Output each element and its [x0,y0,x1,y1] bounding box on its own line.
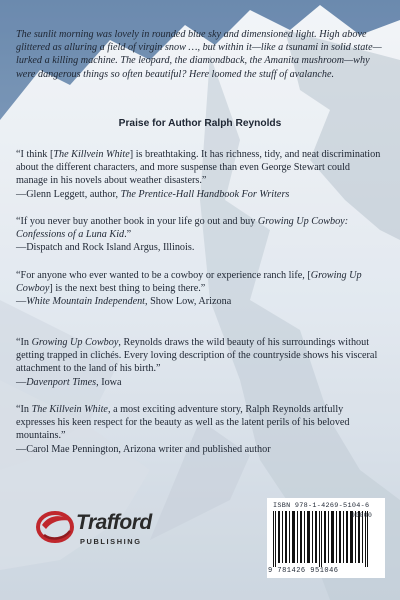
book-title: Growing Up Cowboy [16,270,362,295]
publisher-tagline: PUBLISHING [80,537,142,546]
publication-title: The Prentice-Hall Handbook For Writers [120,188,290,200]
book-title: Growing Up Cowboy [31,337,119,348]
review-attribution: —White Mountain Independent, Show Low, Arizona [16,296,232,308]
isbn-barcode [267,498,385,578]
publisher-name: Trafford [76,511,152,534]
review-quote [16,336,384,389]
book-title: The Killvein White [31,404,108,415]
isbn-number: ISBN 978-1-4269-5104-6 [273,502,370,510]
praise-heading: Praise for Author Ralph Reynolds [118,118,282,129]
review-attribution: —Carol Mae Pennington, Arizona writer and published author [16,443,271,455]
review-quote [16,269,384,309]
price-code: 90000 [351,512,373,519]
book-blurb: The sunlit morning was lovely in rounded blue sky and dimensioned light. High above glittered as alluring a field of virgin snow …, but within it—like a tsunami in solid state—lurked a killing machine. The leopard, the diamondback, the Amanita mushroom—why were dangerous things so often beautiful? Here loomed the stuff of avalanche. [16,29,382,80]
publisher-logo [36,505,176,557]
ean-digits: 9 781426 951046 [268,567,339,575]
review-attribution: —Glenn Leggett, author, The Prentice-Hall Handbook For Writers [16,188,290,200]
book-title: The Killvein White [53,149,130,160]
review-quote-text: “If you never buy another book in your life go out and buy Growing Up Cowboy: Confessions of a Luna Kid.” [16,216,349,241]
review-quote-text: “In The Killvein White, a most exciting adventure story, Ralph Reynolds artfully expresses his keen respect for the beauty as well as the latent perils of his beloved mountains.” [16,404,350,442]
publication-title: White Mountain Independent [26,296,146,308]
review-quote-text: “I think [The Killvein White] is breathtaking. It has richness, tidy, and neat discrimination about the different characters, and more suspense than even George Stewart could manage in his novels about weather disasters.” [16,149,381,187]
publication-title: Davenport Times [26,376,97,388]
ean-bars [273,511,379,567]
trafford-swoosh-logo-icon [36,505,76,557]
review-quote-text: “For anyone who ever wanted to be a cowboy or experience ranch life, [Growing Up Cowboy] is the next best thing to being there.” [16,270,362,295]
review-quote [16,215,384,255]
book-title: Growing Up Cowboy: Confessions of a Luna Kid [16,216,349,241]
review-quote [16,148,384,201]
review-attribution: —Dispatch and Rock Island Argus, Illinois. [16,242,195,254]
review-attribution: —Davenport Times, Iowa [16,376,122,388]
review-quote [16,403,384,456]
review-quote-text: “In Growing Up Cowboy, Reynolds draws the wild beauty of his surroundings without getting trapped in clichés. Every loving description of the countryside shows his visceral attachment to the land of his birth.” [16,337,378,375]
